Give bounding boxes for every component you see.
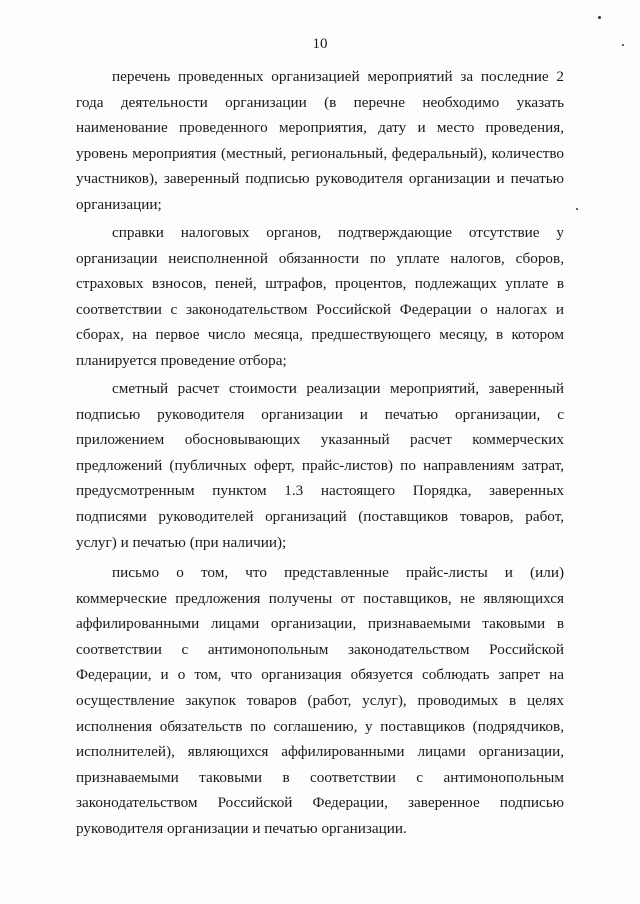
paragraph-affiliation-letter: письмо о том, что представленные прайс-листы и (или) коммерческие предложения получены от поставщиков, не являющихся аффилированными лицами организации, признаваемыми таковыми в соответствии с антимонопольным законодательством Российской Федерации, и о том, что организация обязуется соблюдать запрет на осуществление закупок товаров (работ, услуг), проводимых в целях исполнения обязательств по соглашению, у поставщиков (подрядчиков, исполнителей), являющихся аффилированными лицами организации, признаваемыми таковыми в соответствии с антимонопольным законодательством Российской Федерации, заверенное подписью руководителя организации и печатью организации. — [76, 564, 564, 837]
scan-speck — [622, 44, 624, 46]
scan-speck — [598, 16, 601, 19]
paragraph-tax-certificates: справки налоговых органов, подтверждающие отсутствие у организации неисполненной обязанности по уплате налогов, сборов, страховых взносов, пеней, штрафов, процентов, подлежащих уплате в соответствии с законодательством Российской Федерации о налогах и сборах, на первое число месяца, предшествующего месяцу, в котором планируется проведение отбора; — [76, 224, 564, 369]
scan-speck — [576, 208, 578, 210]
paragraph-cost-estimate: сметный расчет стоимости реализации мероприятий, заверенный подписью руководителя организации и печатью организации, с приложением обосновывающих указанный расчет коммерческих предложений (публичных оферт, прайс-листов) по направлениям затрат, предусмотренным пунктом 1.3 настоящего Порядка, заверенных подписями руководителей организаций (поставщиков товаров, работ, услуг) и печатью (при наличии); — [76, 380, 564, 551]
paragraph-event-list: перечень проведенных организацией мероприятий за последние 2 года деятельности организации (в перечне необходимо указать наименование проведенного мероприятия, дату и место проведения, уровень мероприятия (местный, региональный, федеральный), количество участников), заверенный подписью руководителя организации и печатью организации; — [76, 68, 564, 213]
page-number: 10 — [312, 36, 328, 52]
